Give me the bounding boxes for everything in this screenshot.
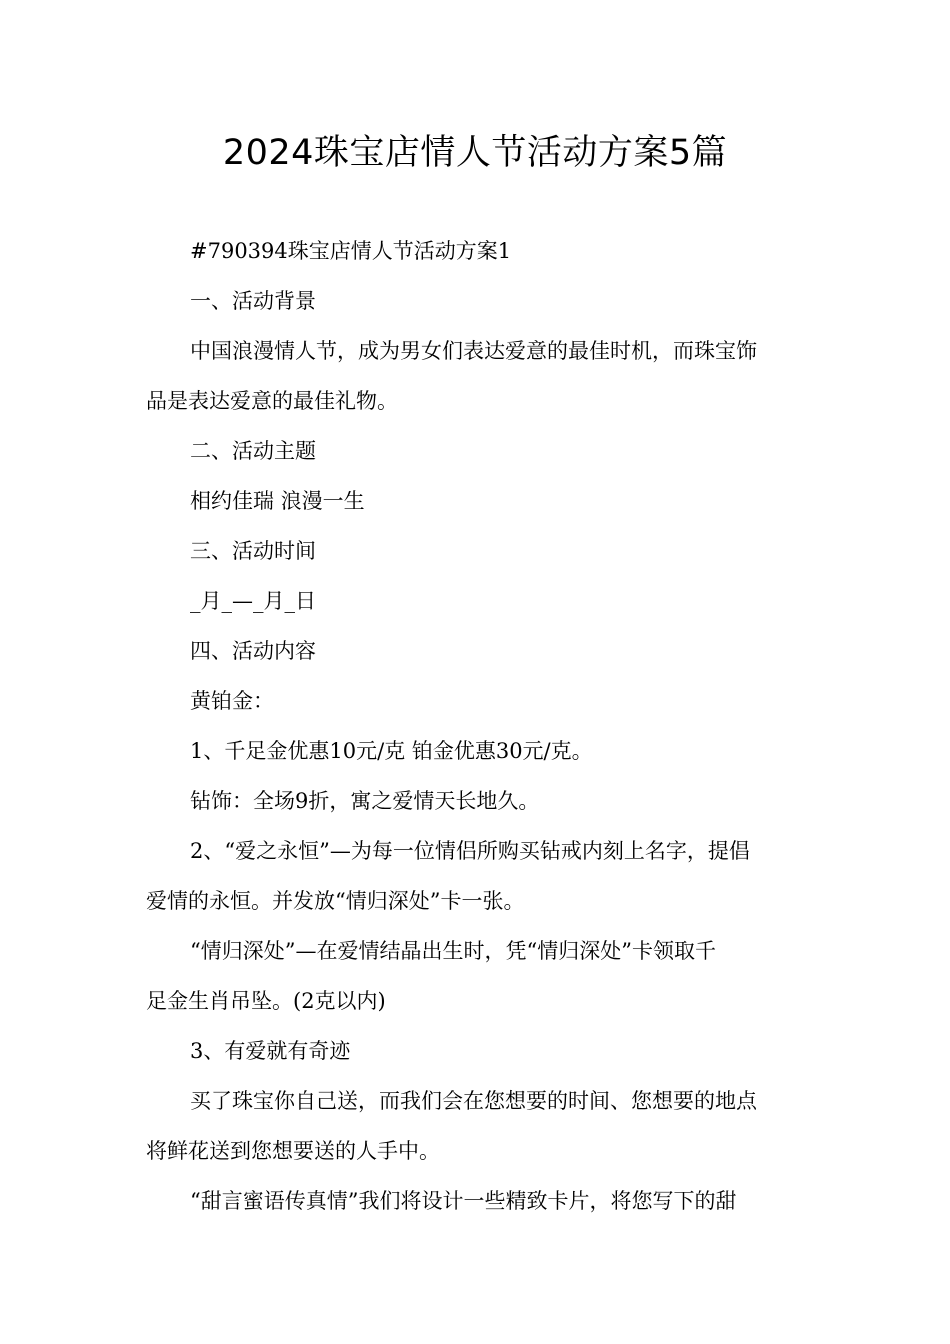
paragraph-line: 2、“爱之永恒”—为每一位情侣所购买钻戒内刻上名字，提倡 [190, 839, 750, 863]
paragraph-line: _月_—_月_日 [190, 589, 316, 613]
paragraph-line: 相约佳瑞 浪漫一生 [190, 489, 365, 513]
paragraph-line: 黄铂金： [190, 689, 274, 713]
section-heading: #790394珠宝店情人节活动方案1 [190, 239, 512, 263]
paragraph-line: “情归深处”—在爱情结晶出生时，凭“情归深处”卡领取千 [190, 939, 716, 963]
paragraph-line: “甜言蜜语传真情”我们将设计一些精致卡片，将您写下的甜 [190, 1189, 737, 1213]
paragraph-line: 3、有爱就有奇迹 [190, 1039, 351, 1063]
paragraph-line: 1、千足金优惠10元/克 铂金优惠30元/克。 [190, 739, 593, 763]
document-title: 2024珠宝店情人节活动方案5篇 [222, 133, 728, 173]
paragraph-line: 中国浪漫情人节，成为男女们表达爱意的最佳时机，而珠宝饰 [190, 339, 757, 363]
paragraph-line: 将鲜花送到您想要送的人手中。 [146, 1139, 440, 1163]
paragraph-line: 爱情的永恒。并发放“情归深处”卡一张。 [146, 889, 525, 913]
paragraph-line: 买了珠宝你自己送，而我们会在您想要的时间、您想要的地点 [190, 1089, 757, 1113]
subheading: 三、活动时间 [190, 539, 316, 563]
subheading: 四、活动内容 [190, 639, 316, 663]
paragraph-line: 钻饰：全场9折，寓之爱情天长地久。 [190, 789, 540, 813]
subheading: 二、活动主题 [190, 439, 316, 463]
paragraph-line: 品是表达爱意的最佳礼物。 [146, 389, 398, 413]
subheading: 一、活动背景 [190, 289, 316, 313]
paragraph-line: 足金生肖吊坠。(2克以内) [146, 989, 386, 1013]
